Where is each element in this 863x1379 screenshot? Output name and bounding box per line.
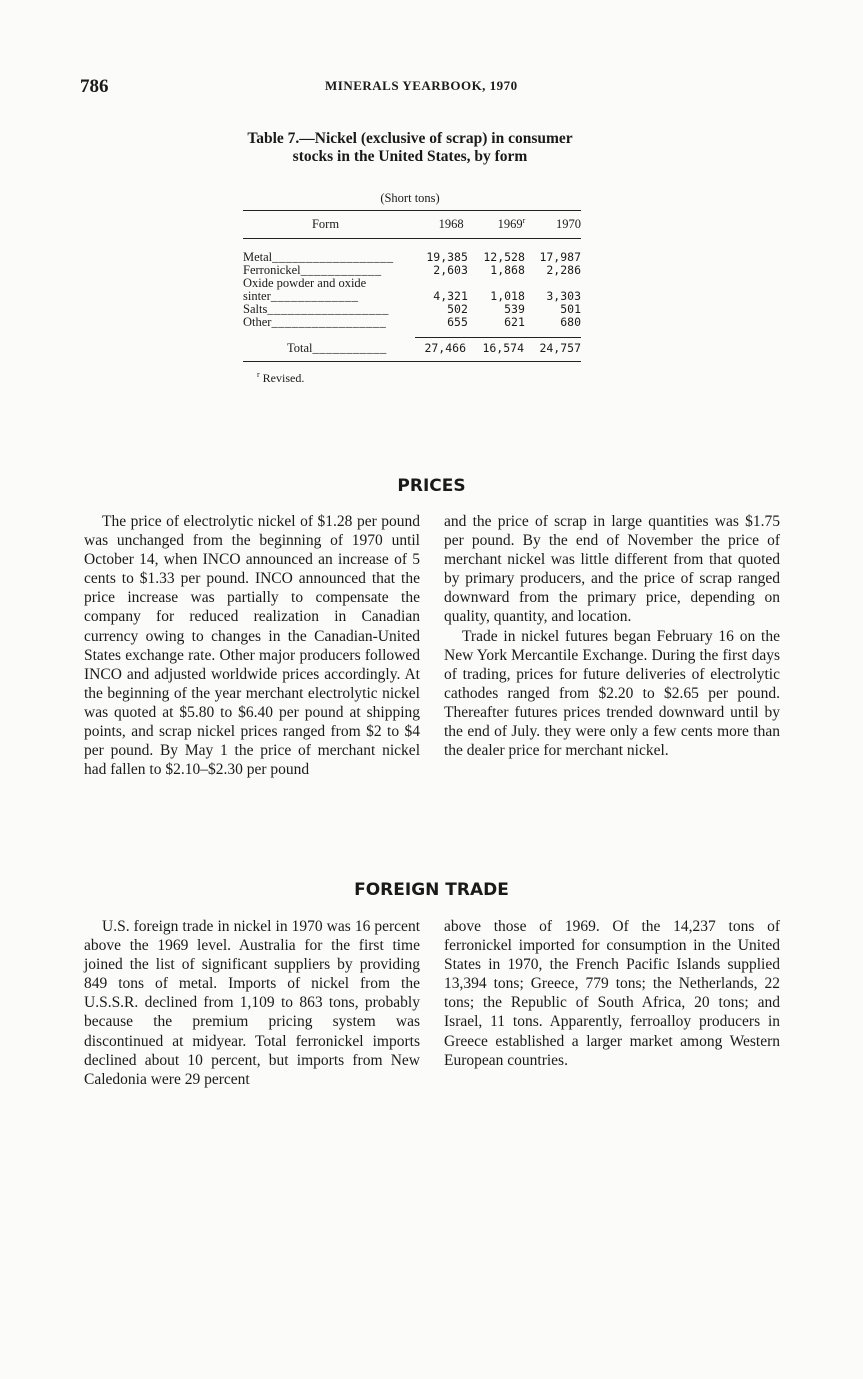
column-header-1970: 1970 — [556, 217, 581, 231]
table-row: Oxide powder and oxide sinter_____________ 4,321 1,018 3,303 — [243, 276, 581, 303]
foreign-trade-heading: FOREIGN TRADE — [354, 880, 509, 900]
table-row: Salts__________________ 502 539 501 — [243, 302, 581, 316]
table-total-row: Total___________ 27,466 16,574 24,757 — [287, 341, 581, 355]
column-header-1968: 1968 — [438, 217, 464, 231]
prices-left-column — [84, 512, 420, 779]
column-header-1969: 1969$^r$ — [497, 216, 526, 232]
stocks-table — [243, 210, 581, 362]
foreign-trade-right-column — [444, 917, 780, 1070]
prices-right-column — [444, 512, 780, 760]
table-header-row — [243, 211, 581, 238]
foreign-trade-left-column — [84, 917, 420, 1089]
paragraph: above those of 1969. Of the 14,237 tons of ferronickel imported for consumption in the United States in 1970, the French Pacific Islands supplied 13,394 tons; Greece, 779 tons; the Netherlands, 22 tons; the Republic of South Africa, 20 tons; and Israel, 11 tons. Apparently, ferroalloy producers in Greece established a larger market among Western European countries. — [444, 918, 780, 1069]
running-title: MINERALS YEARBOOK, 1970 — [325, 78, 518, 93]
total-rule — [415, 337, 581, 338]
table-caption: Table 7.—Nickel (exclusive of scrap) in consumer stocks in the United States, by form — [247, 130, 573, 165]
table-header-rule — [243, 238, 581, 239]
paragraph: Trade in nickel futures began February 16 on the New York Mercantile Exchange. During the first days of trading, prices for future deliveries of electrolytic cathodes ranged from $2.20 to $2.65 per pound. Thereafter futures prices trended downward until by the end of July. they were only a few cents more than the dealer price for merchant nickel. — [444, 627, 780, 760]
table-row: Metal__________________ 19,385 12,528 17,987 — [243, 250, 581, 264]
revised-mark: r — [522, 216, 526, 226]
table-unit: (Short tons) — [380, 191, 440, 205]
table-row: Ferronickel____________ 2,603 1,868 2,286 — [243, 263, 581, 277]
paragraph: and the price of scrap in large quantities was $1.75 per pound. By the end of November the price of merchant nickel was little different from that quoted by primary producers, and the price of scrap ranged downward from the primary price, depending on quality, quantity, and location. — [444, 513, 780, 626]
paragraph: The price of electrolytic nickel of $1.28 per pound was unchanged from the beginning of 1970 until October 14, when INCO announced an increase of 5 cents to $1.33 per pound. INCO announced that the price increase was partially to compensate the company for reduced realization in Canadian currency owing to changes in the Canadian-United States exchange rate. Other major producers followed INCO and adjusted worldwide prices accordingly. At the beginning of the year merchant electrolytic nickel was quoted at $5.80 to $6.40 per pound at shipping points, and scrap nickel prices ranged from $2 to $4 per pound. By May 1 the price of merchant nickel had fallen to $2.10–$2.30 per pound — [84, 513, 420, 779]
page-number: 786 — [80, 76, 109, 97]
page-header — [80, 76, 780, 100]
table-row: Other_________________ 655 621 680 — [243, 315, 581, 329]
prices-heading: PRICES — [397, 476, 466, 496]
paragraph: U.S. foreign trade in nickel in 1970 was 16 percent above the 1969 level. Australia for the first time joined the list of significant suppliers by providing 849 tons of metal. Imports of nickel from the U.S.S.R. declined from 1,109 to 863 tons, probably because the premium pricing system was discontinued at midyear. Total ferronickel imports declined about 10 percent, but imports from New Caledonia were 29 percent — [84, 918, 420, 1088]
table-footnote: $^r$ Revised. — [257, 370, 305, 385]
table-bottom-rule — [243, 361, 581, 362]
column-header-form: Form — [311, 217, 340, 231]
